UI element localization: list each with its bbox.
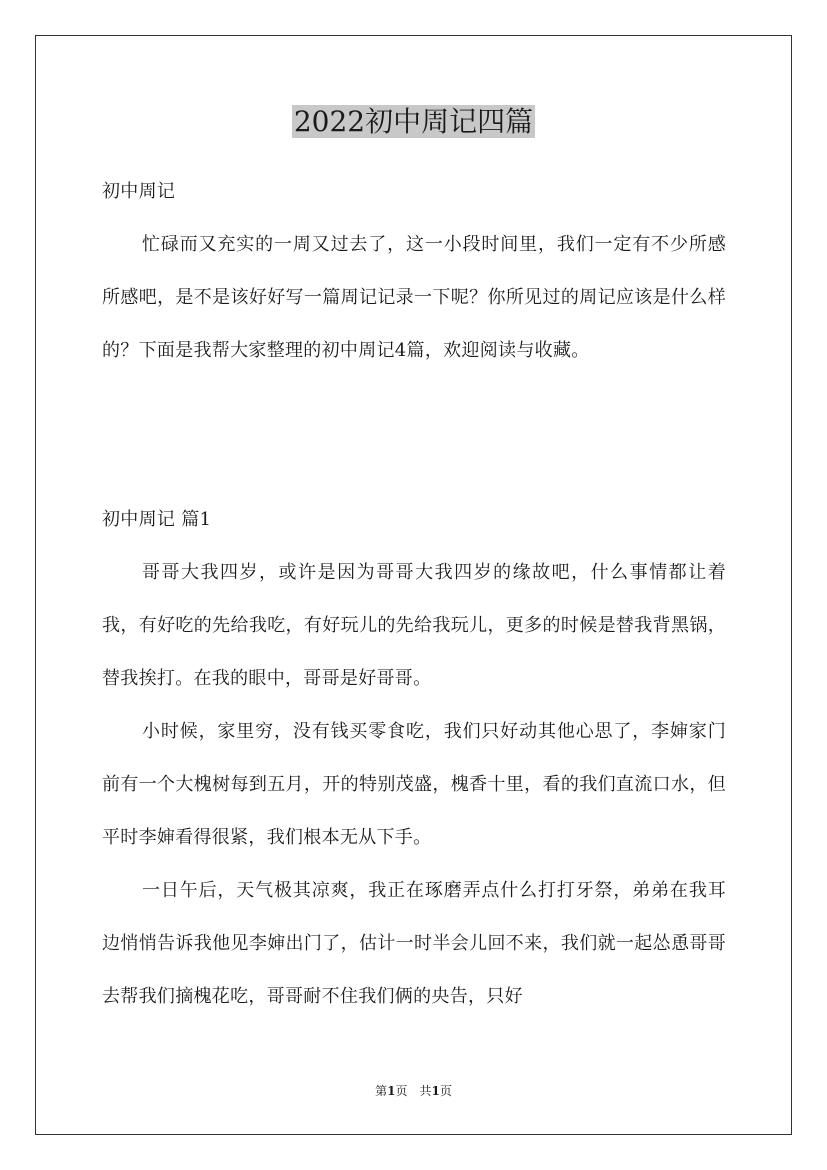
- paragraph-3: 一日午后，天气极其凉爽，我正在琢磨弄点什么打打牙祭，弟弟在我耳边悄悄告诉我他见李婶出门了，估计一时半会儿回不来，我们就一起怂恿哥哥去帮我们摘槐花吃，哥哥耐不住我们俩的央告，只好: [102, 880, 726, 1007]
- footer-suffix: 页: [439, 1084, 452, 1098]
- document-body: [102, 165, 726, 377]
- footer-current-page: 1: [387, 1084, 396, 1098]
- page-footer: [0, 1083, 827, 1099]
- footer-mid: 页 共: [395, 1084, 432, 1098]
- title-highlight: 2022初中周记四篇: [293, 105, 534, 138]
- paragraph-1: 哥哥大我四岁，或许是因为哥哥大我四岁的缘故吧，什么事情都让着我，有好吃的先给我吃，有好玩儿的先给我玩儿，更多的时候是替我背黑锅，替我挨打。在我的眼中，哥哥是好哥哥。: [102, 562, 726, 689]
- section-1: [102, 493, 726, 1023]
- paragraph-2: 小时候，家里穷，没有钱买零食吃，我们只好动其他心思了，李婶家门前有一个大槐树每到五月，开的特别茂盛，槐香十里，看的我们直流口水，但平时李婶看得很紧，我们根本无从下手。: [102, 721, 726, 848]
- intro-paragraph: 忙碌而又充实的一周又过去了，这一小段时间里，我们一定有不少所感所感吧，是不是该好好写一篇周记记录一下呢？你所见过的周记应该是什么样的？下面是我帮大家整理的初中周记4篇，欢迎阅读与收藏。: [102, 234, 726, 361]
- intro-heading: 初中周记: [102, 181, 176, 202]
- section-heading: 初中周记 篇1: [102, 509, 212, 530]
- footer-total-pages: 1: [431, 1084, 440, 1098]
- footer-prefix: 第: [375, 1084, 388, 1098]
- document-title: [0, 102, 827, 142]
